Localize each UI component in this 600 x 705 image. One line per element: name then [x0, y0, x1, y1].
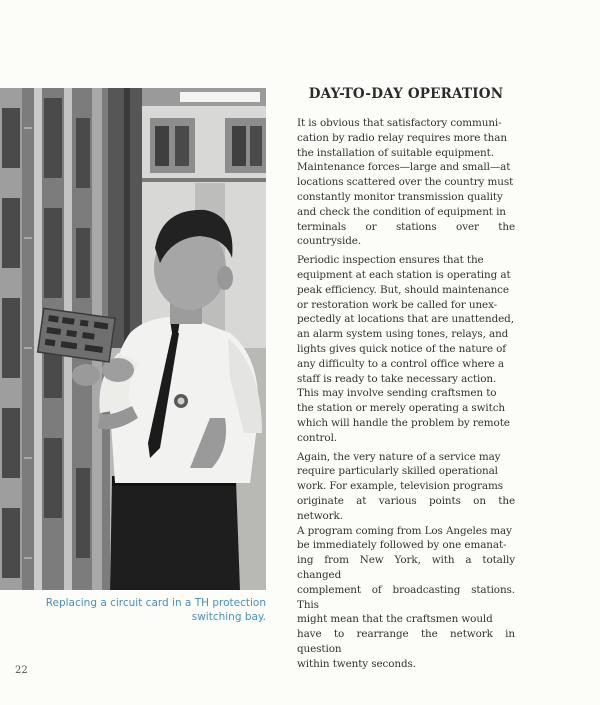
article-paragraph-3: Again, the very nature of a service may require particularly skilled operational work. For example, television programs originate at various points on the network. A program coming from Los Angeles may be immediately followed by one emanat- ing from New York, with a totally changed complement of broadcasting stations. This might mean that the craftsmen would have to rearrange the network in question within twenty seconds. [297, 450, 515, 670]
article [297, 86, 515, 675]
photo-caption: Replacing a circuit card in a TH protection switching bay. [45, 597, 266, 623]
article-paragraph-1: It is obvious that satisfactory communi- cation by radio relay requires more than the installation of suitable equipment. Maintenance forces—large and small—at locations scattered over the country must constantly monitor transmission quality and check the condition of equipment in terminals or stations over the countryside. [297, 117, 515, 248]
article-heading: DAY-TO-DAY OPERATION [308, 86, 504, 102]
page-number: 22 [15, 665, 28, 676]
article-paragraph-2: Periodic inspection ensures that the equipment at each station is operating at peak efficiency. But, should maintenance or restoration work be called for unex- pectedly at locations that are unattended, an alarm system using tones, relays, and lights gives quick notice of the nature of any difficulty to a control office where a staff is ready to take necessary action. This may involve sending craftsmen to the station or merely operating a switch which will handle the problem by remote control. [297, 254, 514, 444]
photo-technician-circuit-card [0, 88, 266, 590]
